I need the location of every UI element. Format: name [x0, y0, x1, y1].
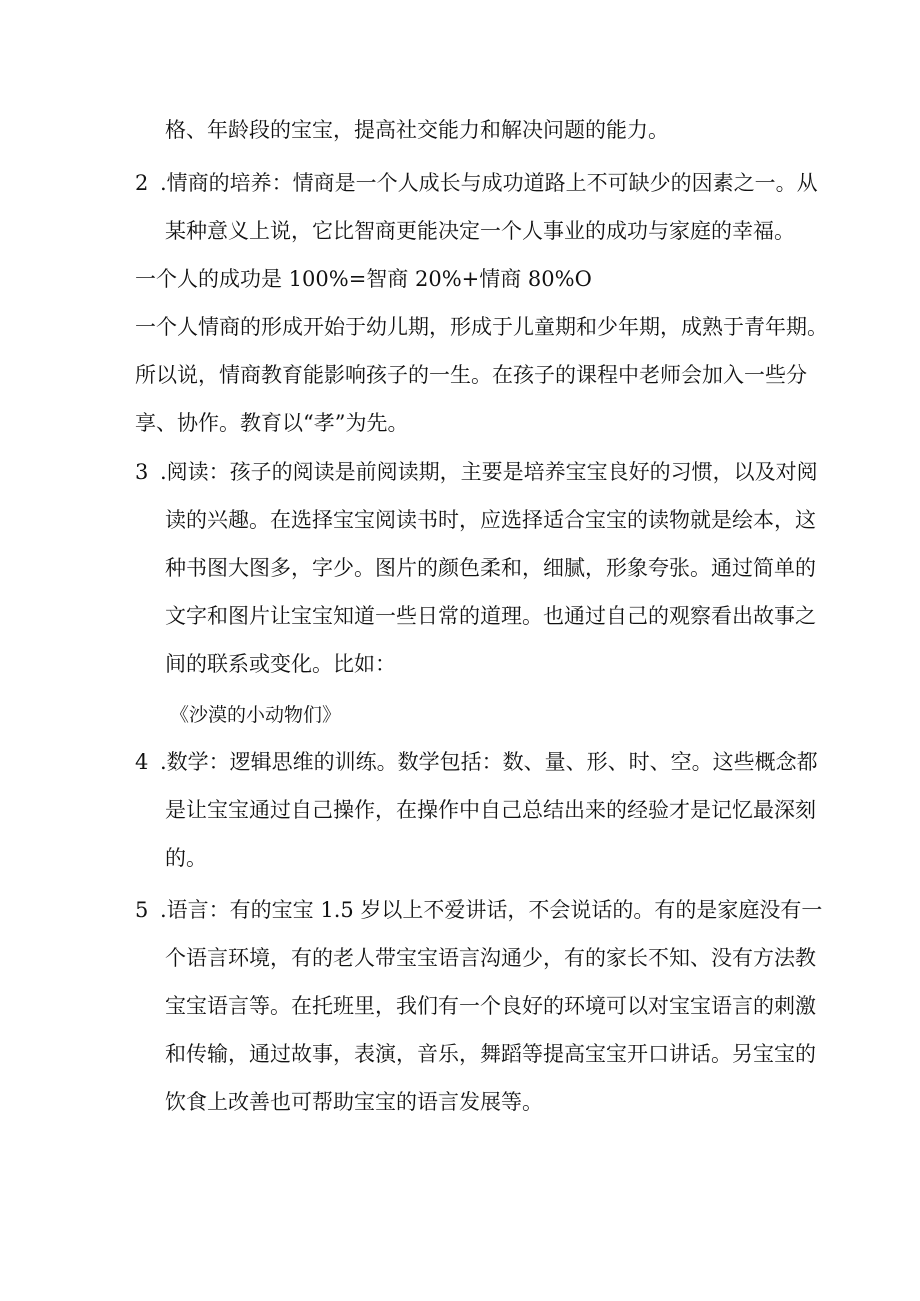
item-text-line: 种书图大图多，字少。图片的颜色柔和，细腻，形象夸张。通过简单的 — [165, 556, 816, 580]
item1-continuation: 格、年龄段的宝宝，提高社交能力和解决问题的能力。 — [165, 118, 669, 142]
item-number: 4 — [135, 750, 149, 774]
item-text-line: .阅读：孩子的阅读是前阅读期，主要是培养宝宝良好的习惯，以及对阅 — [160, 460, 818, 484]
item-text-line: 间的联系或变化。比如： — [165, 652, 396, 676]
item-text-line: 文字和图片让宝宝知道一些日常的道理。也通过自己的观察看出故事之 — [165, 604, 816, 628]
item-text-line: 饮食上改善也可帮助宝宝的语言发展等。 — [165, 1090, 543, 1114]
item-text-line: 和传输，通过故事，表演，音乐，舞蹈等提高宝宝开口讲话。另宝宝的 — [165, 1042, 816, 1066]
item-number: 2 — [135, 171, 149, 195]
formula-line: 一个人的成功是 100%=智商 20%+情商 80%O — [135, 267, 592, 291]
item-number: 3 — [135, 460, 149, 484]
item-text-line: .数学：逻辑思维的训练。数学包括：数、量、形、时、空。这些概念都 — [160, 750, 818, 774]
book-title: 《沙漠的小动物们》 — [170, 704, 342, 726]
paragraph-line: 一个人情商的形成开始于幼儿期，形成于儿童期和少年期，成熟于青年期。 — [135, 315, 828, 339]
item-text-line: 是让宝宝通过自己操作，在操作中自己总结出来的经验才是记忆最深刻 — [165, 798, 816, 822]
item-number: 5 — [135, 898, 149, 922]
paragraph-line: 享、协作。教育以“孝”为先。 — [135, 411, 409, 435]
item-text-line: 宝宝语言等。在托班里，我们有一个良好的环境可以对宝宝语言的刺激 — [165, 994, 816, 1018]
item-text-line: 读的兴趣。在选择宝宝阅读书时，应选择适合宝宝的读物就是绘本，这 — [165, 508, 816, 532]
item-text-line: .情商的培养：情商是一个人成长与成功道路上不可缺少的因素之一。从 — [160, 171, 818, 195]
item-text-line: 个语言环境，有的老人带宝宝语言沟通少，有的家长不知、没有方法教 — [165, 946, 816, 970]
item-text-line: 某种意义上说，它比智商更能决定一个人事业的成功与家庭的幸福。 — [165, 219, 795, 243]
paragraph-line: 所以说，情商教育能影响孩子的一生。在孩子的课程中老师会加入一些分 — [135, 363, 807, 387]
item-text-line: .语言：有的宝宝 1.5 岁以上不爱讲话，不会说话的。有的是家庭没有一 — [160, 898, 823, 922]
item-text-line: 的。 — [165, 846, 207, 870]
